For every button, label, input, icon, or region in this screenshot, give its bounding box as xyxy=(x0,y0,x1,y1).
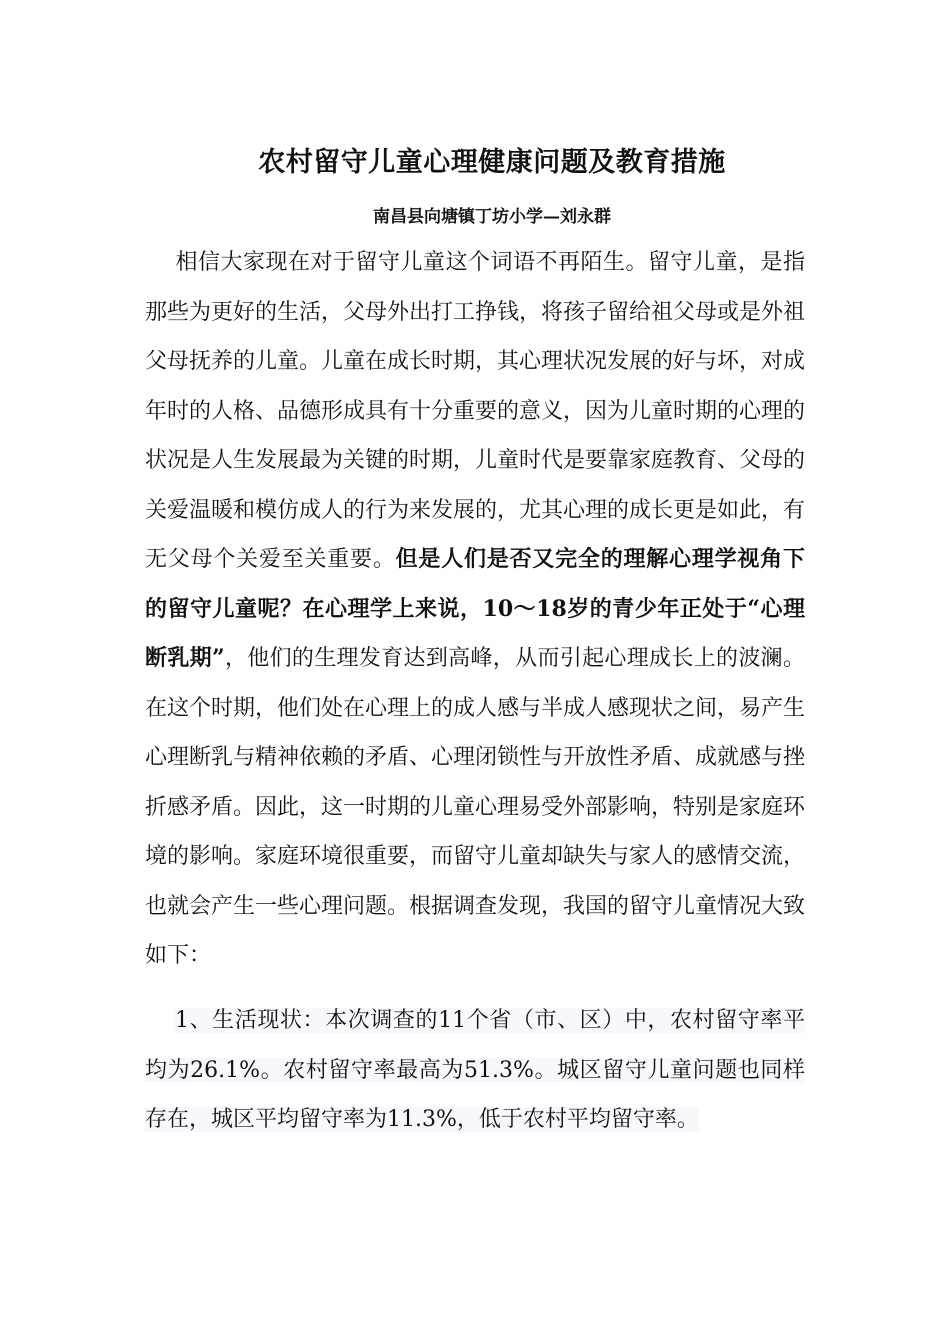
document-title: 农村留守儿童心理健康问题及教育措施 xyxy=(258,147,726,178)
paragraph-intro-text-b: ，他们的生理发育达到高峰，从而引起心理成长上的波澜。在这个时期，他们处在心理上的成人感与半成人感现状之间，易产生心理断乳与精神依赖的矛盾、心理闭锁性与开放性矛盾、成就感与挫折感矛盾。因此，这一时期的儿童心理易受外部影响，特别是家庭环境的影响。家庭环境很重要，而留守儿童却缺失与家人的感情交流，也就会产生一些心理问题。根据调查发现，我国的留守儿童情况大致如下： xyxy=(145,646,806,968)
paragraph-intro xyxy=(145,238,805,981)
document-author: 南昌县向塘镇丁坊小学—刘永群 xyxy=(373,207,611,227)
paragraph-living-status-text: 1、生活现状：本次调查的11个省（市、区）中，农村留守率平均为26.1%。农村留守率最高为51.3%。城区留守儿童问题也同样存在，城区平均留守率为11.3%，低于农村平均留守率。 xyxy=(145,1008,805,1132)
paragraph-living-status xyxy=(145,996,805,1145)
paragraph-intro-text-a: 相信大家现在对于留守儿童这个词语不再陌生。留守儿童，是指那些为更好的生活，父母外出打工挣钱，将孩子留给祖父母或是外祖父母抚养的儿童。儿童在成长时期，其心理状况发展的好与坏，对成年时的人格、品德形成具有十分重要的意义，因为儿童时期的心理的状况是人生发展最为关键的时期，儿童时代是要靠家庭教育、父母的关爱温暖和模仿成人的行为来发展的，尤其心理的成长更是如此，有无父母个关爱至关重要。 xyxy=(145,250,806,572)
paragraph-intro-bold-text: 但是人们是否又完全的理解心理学视角下的留守儿童呢？在心理学上来说，10～18岁的青少年正处于“心理断乳期” xyxy=(145,546,805,671)
